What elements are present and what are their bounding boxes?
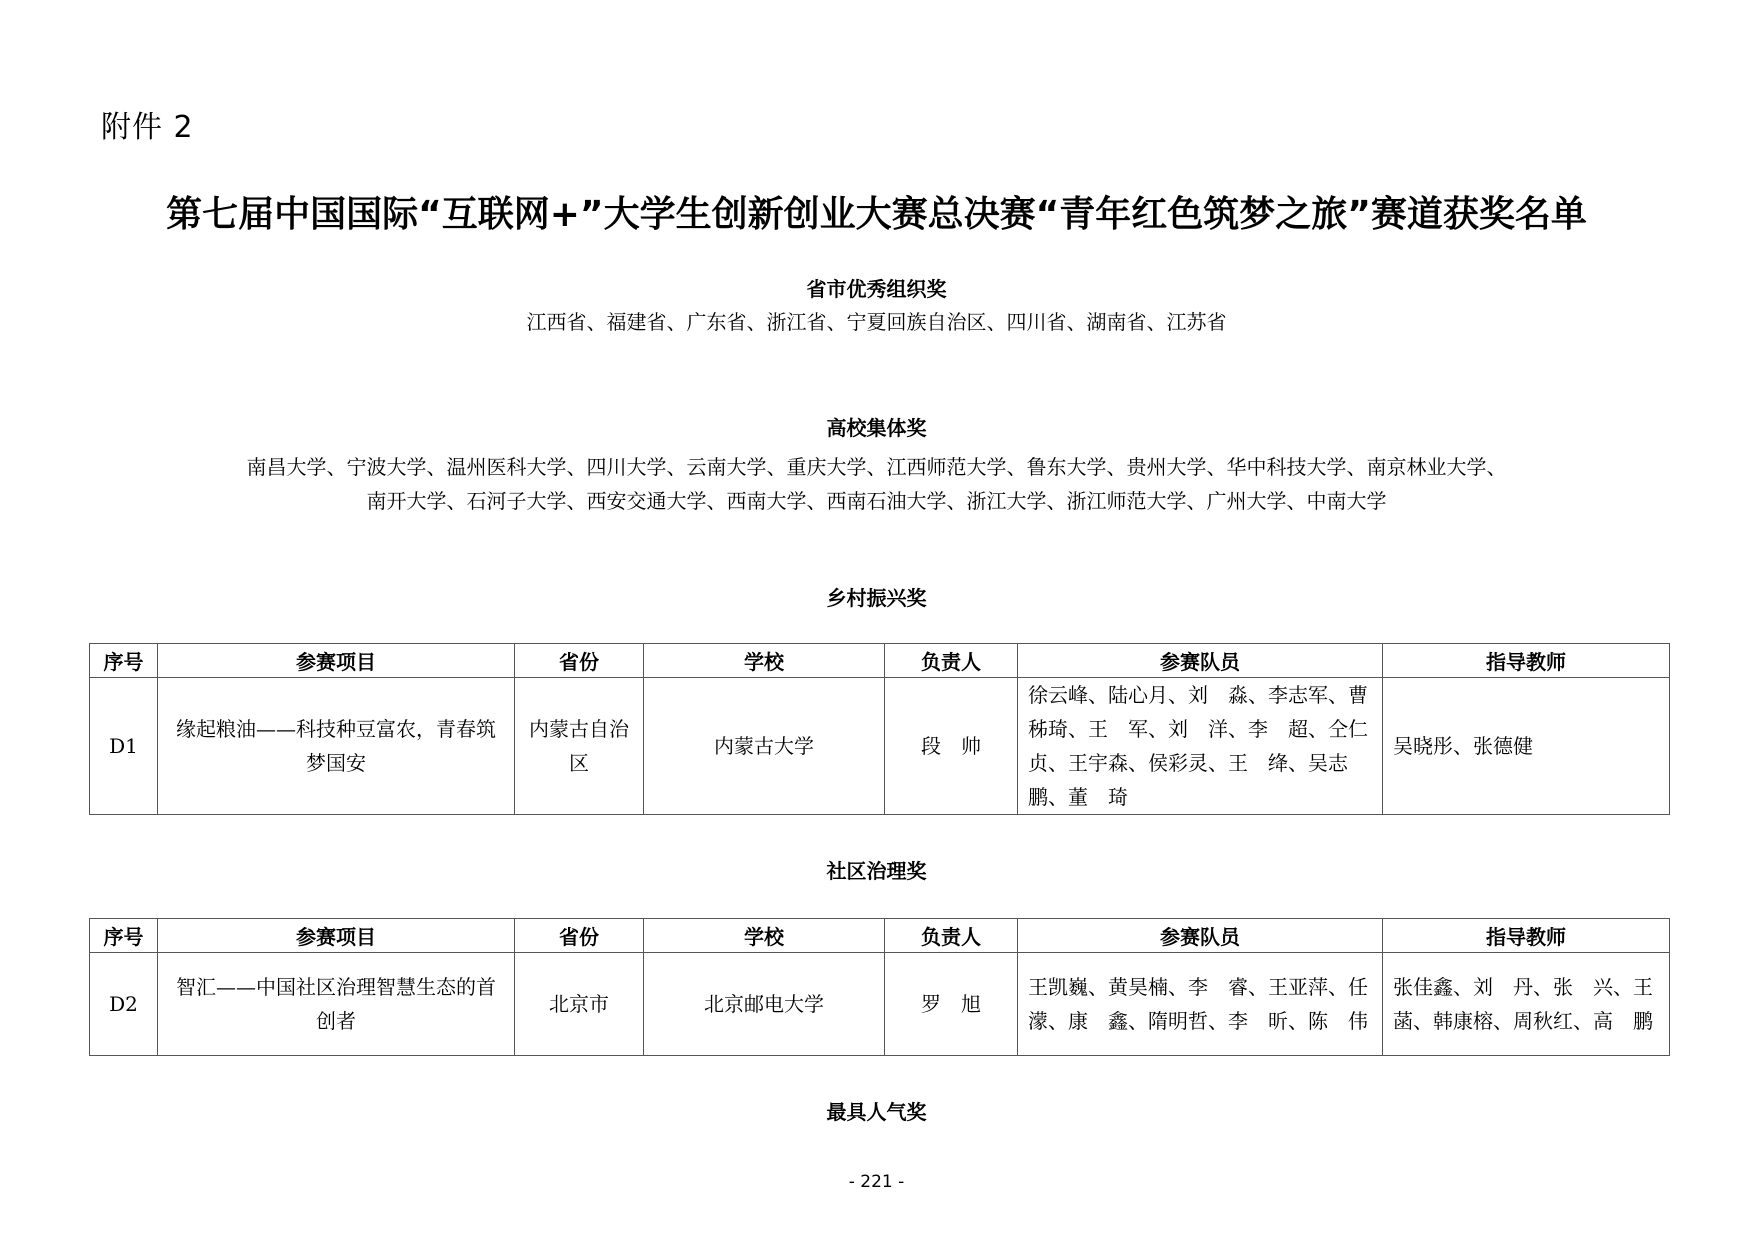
header-project: 参赛项目 [158,644,515,678]
header-members: 参赛队员 [1018,919,1383,953]
header-leader: 负责人 [885,644,1018,678]
rural-award-heading: 乡村振兴奖 [826,586,927,610]
rural-award-table [89,643,1670,815]
cell-no: D2 [90,953,158,1056]
header-teachers: 指导教师 [1383,644,1670,678]
university-award-heading: 高校集体奖 [826,416,927,440]
header-teachers: 指导教师 [1383,919,1670,953]
header-no: 序号 [90,919,158,953]
header-school: 学校 [644,644,885,678]
cell-school: 北京邮电大学 [644,953,885,1056]
cell-teachers: 张佳鑫、刘 丹、张 兴、王 菡、韩康榕、周秋红、高 鹏 [1383,953,1670,1056]
header-project: 参赛项目 [158,919,515,953]
cell-members: 徐云峰、陆心月、刘 淼、李志军、曹秭琦、王 军、刘 洋、李 超、仝仁贞、王宇森、侯彩灵、王 绛、吴志鹏、董 琦 [1018,678,1383,815]
header-leader: 负责人 [885,919,1018,953]
page-title: 第七届中国国际“互联网+”大学生创新创业大赛总决赛“青年红色筑梦之旅”赛道获奖名单 [166,194,1587,235]
table-row [90,953,1670,1056]
table-row [90,678,1670,815]
cell-leader: 段 帅 [885,678,1018,815]
header-no: 序号 [90,644,158,678]
university-award-line-2: 南开大学、石河子大学、西安交通大学、西南大学、西南石油大学、浙江大学、浙江师范大学、广州大学、中南大学 [366,489,1387,513]
university-award-line-1: 南昌大学、宁波大学、温州医科大学、四川大学、云南大学、重庆大学、江西师范大学、鲁东大学、贵州大学、华中科技大学、南京林业大学、 [246,455,1507,479]
cell-teachers: 吴晓彤、张德健 [1383,678,1670,815]
province-award-heading: 省市优秀组织奖 [806,277,947,301]
header-province: 省份 [515,644,644,678]
cell-project: 智汇——中国社区治理智慧生态的首创者 [158,953,515,1056]
cell-members: 王凯巍、黄昊楠、李 睿、王亚萍、任 濛、康 鑫、隋明哲、李 昕、陈 伟 [1018,953,1383,1056]
popular-award-heading: 最具人气奖 [826,1100,927,1124]
cell-province: 内蒙古自治区 [515,678,644,815]
cell-school: 内蒙古大学 [644,678,885,815]
cell-no: D1 [90,678,158,815]
cell-province: 北京市 [515,953,644,1056]
table-header-row [90,644,1670,678]
header-members: 参赛队员 [1018,644,1383,678]
cell-project: 缘起粮油——科技种豆富农，青春筑梦国安 [158,678,515,815]
table-header-row [90,919,1670,953]
page-number: - 221 - [848,1172,905,1192]
community-award-heading: 社区治理奖 [826,859,927,883]
header-school: 学校 [644,919,885,953]
attachment-label: 附件 2 [101,110,194,145]
community-award-table [89,918,1673,1056]
cell-leader: 罗 旭 [885,953,1018,1056]
province-award-content: 江西省、福建省、广东省、浙江省、宁夏回族自治区、四川省、湖南省、江苏省 [526,310,1227,334]
header-province: 省份 [515,919,644,953]
